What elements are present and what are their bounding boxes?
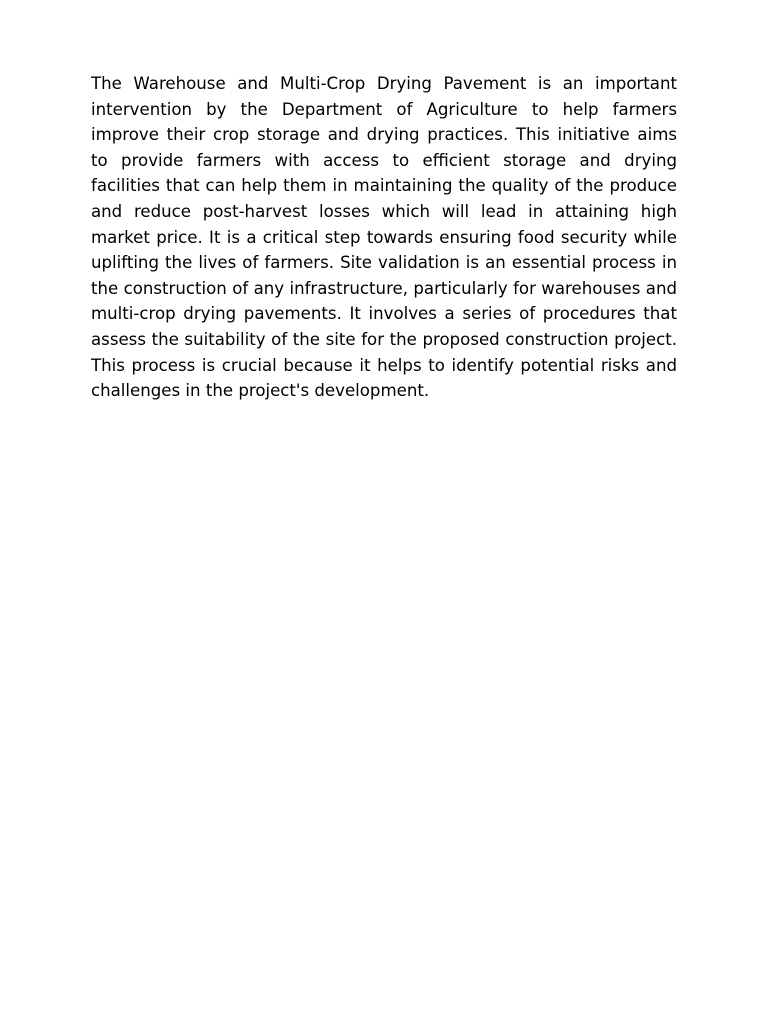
body-paragraph: The Warehouse and Multi-Crop Drying Pavement is an important intervention by the Department of Agriculture to help farmers improve their crop storage and drying practices. This initiative aims to provide farmers with access to efficient storage and drying facilities that can help them in maintaining the quality of the produce and reduce post-harvest losses which will lead in attaining high market price. It is a critical step towards ensuring food security while uplifting the lives of farmers. Site validation is an essential process in the construction of any infrastructure, particularly for warehouses and multi-crop drying pavements. It involves a series of procedures that assess the suitability of the site for the proposed construction project. This process is crucial because it helps to identify potential risks and challenges in the project's development. xyxy=(91,74,677,401)
